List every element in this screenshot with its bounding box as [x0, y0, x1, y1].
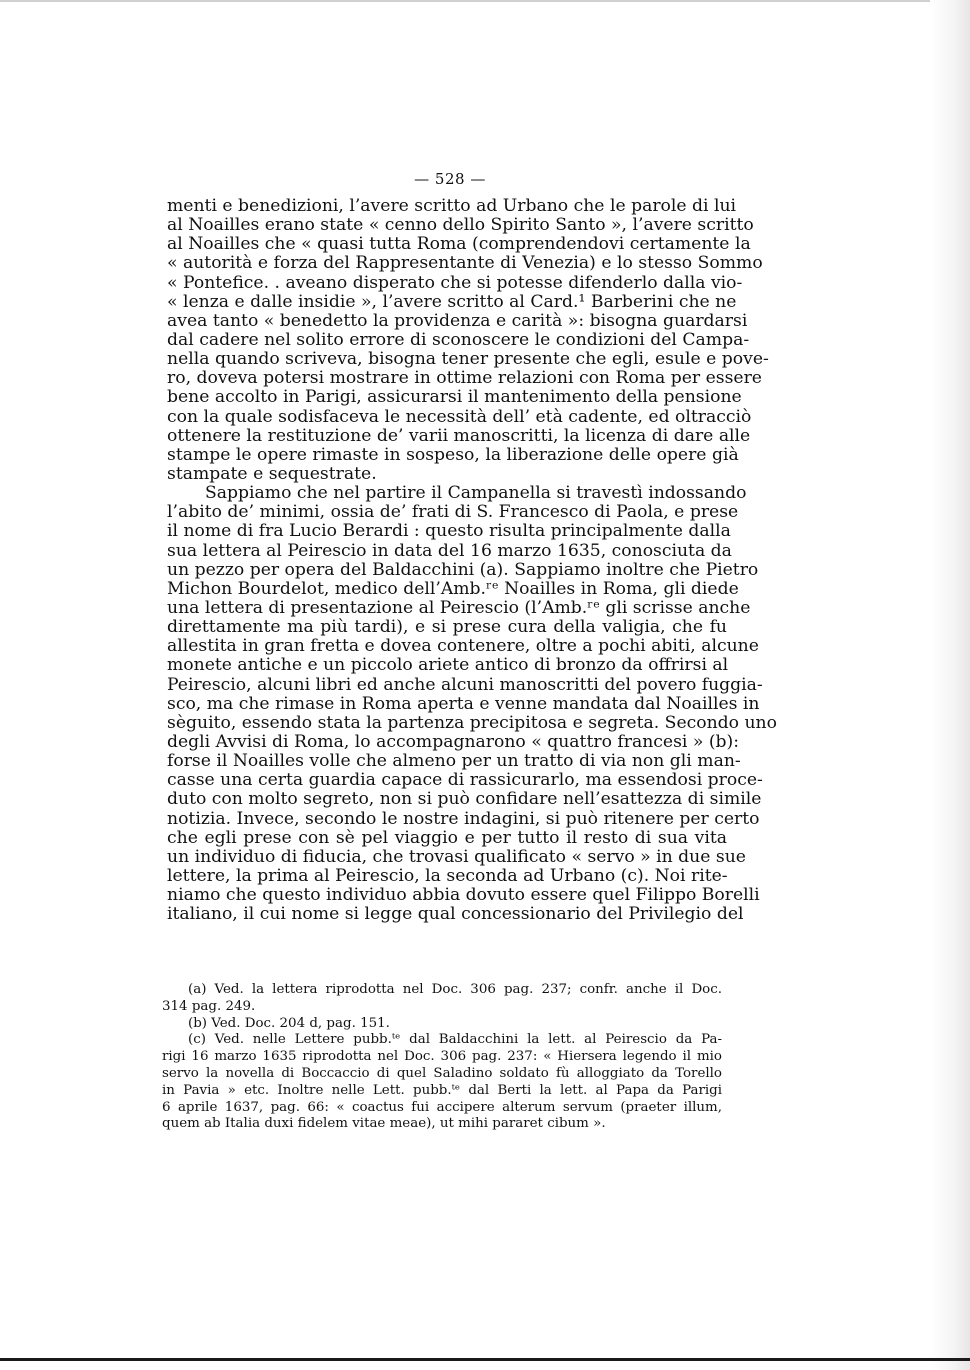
text-line: un pezzo per opera del Baldacchini (a). Sappiamo inoltre che Pietro [167, 559, 759, 580]
text-line: allestita in gran fretta e dovea contenere, oltre a pochi abiti, alcune [167, 636, 759, 657]
text-line: una lettera di presentazione al Peirescio (l’Amb.ʳᵉ gli scrisse anche [167, 597, 751, 618]
text-line: forse il Noailles volle che almeno per un tratto di via non gli man- [167, 751, 741, 772]
footnote-line: in Pavia » etc. Inoltre nelle Lett. pubb.ᵗᵉ dal Berti la lett. al Papa da Parigi [162, 1082, 722, 1098]
footnote-line: quem ab Italia duxi fidelem vitae meae), ut mihi pararet cibum ». [162, 1116, 606, 1132]
text-line: l’abito de’ minimi, ossia de’ frati di S. Francesco di Paola, e prese [167, 502, 739, 523]
bottom-edge-rule [0, 1358, 970, 1361]
text-line: « Pontefice. . aveano disperato che si potesse difenderlo dalla vio- [167, 272, 743, 293]
footnote-line: 6 aprile 1637, pag. 66: « coactus fui accipere alterum servum (praeter illum, [162, 1099, 722, 1115]
text-line: avea tanto « benedetto la providenza e carità »: bisogna guardarsi [167, 310, 748, 331]
text-line: duto con molto segreto, non si può confidare nell’esattezza di simile [167, 789, 762, 810]
text-line: lettere, la prima al Peirescio, la seconda ad Urbano (c). Noi rite- [167, 865, 728, 886]
footnote-line: (b) Ved. Doc. 204 d, pag. 151. [188, 1015, 390, 1031]
text-line: Michon Bourdelot, medico dell’Amb.ʳᵉ Noailles in Roma, gli diede [167, 578, 739, 599]
footnote-line: 314 pag. 249. [162, 998, 256, 1014]
text-line: ro, doveva potersi mostrare in ottime relazioni con Roma per essere [167, 368, 762, 389]
text-line: sco, ma che rimase in Roma aperta e venne mandata dal Noailles in [167, 693, 760, 714]
text-line: dal cadere nel solito errore di sconoscere le condizioni del Campa- [167, 329, 750, 350]
page-edge-shadow [930, 0, 970, 1370]
text-line: il nome di fra Lucio Berardi : questo risulta principalmente dalla [167, 521, 731, 542]
text-line: al Noailles che « quasi tutta Roma (comprendendovi certamente la [167, 234, 751, 255]
text-line: menti e benedizioni, l’avere scritto ad Urbano che le parole di lui [167, 196, 737, 216]
text-line: con la quale sodisfaceva le necessità dell’ età cadente, ed oltracciò [167, 406, 752, 427]
paragraph-1 [167, 196, 769, 484]
page-number: — 528 — [414, 170, 486, 188]
footnotes [162, 982, 722, 1133]
text-line: stampe le opere rimaste in sospeso, la liberazione delle opere già [167, 444, 739, 465]
text-line: notizia. Invece, secondo le nostre indagini, si può ritenere per certo [167, 808, 760, 829]
body-text [167, 196, 777, 925]
text-line: stampate e sequestrate. [167, 463, 377, 484]
footnote-c [162, 1032, 722, 1133]
text-line: casse una certa guardia capace di rassicurarlo, ma essendosi proce- [167, 770, 763, 791]
text-line: al Noailles erano state « cenno dello Spirito Santo », l’avere scritto [167, 215, 754, 236]
text-line: italiano, il cui nome si legge qual concessionario del Privilegio del [167, 904, 744, 925]
text-line: degli Avvisi di Roma, lo accompagnarono « quattro francesi » (b): [167, 731, 740, 752]
text-line: che egli prese con sè pel viaggio e per tutto il resto di sua vita [167, 827, 727, 848]
text-line: sua lettera al Peirescio in data del 16 marzo 1635, conosciuta da [167, 540, 732, 561]
text-line: monete antiche e un piccolo ariete antico di bronzo da offrirsi al [167, 655, 729, 676]
text-line: « lenza e dalle insidie », l’avere scritto al Card.¹ Barberini che ne [167, 291, 737, 312]
footnote-line: rigi 16 marzo 1635 riprodotta nel Doc. 306 pag. 237: « Hiersera legendo il mio [162, 1049, 722, 1065]
footnote-b [162, 1016, 722, 1033]
text-line: nella quando scriveva, bisogna tener presente che egli, esule e pove- [167, 349, 769, 370]
paragraph-2 [167, 483, 777, 925]
text-line: Sappiamo che nel partire il Campanella si travestì indossando [205, 483, 747, 504]
top-edge-rule [0, 0, 970, 2]
footnote-line: servo la novella di Boccaccio di quel Saladino soldato fù alloggiato da Torello [162, 1065, 722, 1081]
text-line: un individuo di fiducia, che trovasi qualificato « servo » in due sue [167, 846, 746, 867]
text-line: direttamente ma più tardi), e si prese cura della valigia, che fu [167, 617, 727, 638]
text-line: Peirescio, alcuni libri ed anche alcuni manoscritti del povero fuggia- [167, 674, 763, 695]
text-line: sèguito, essendo stata la partenza precipitosa e segreta. Secondo uno [167, 712, 777, 733]
text-line: bene accolto in Parigi, assicurarsi il mantenimento della pensione [167, 387, 742, 408]
text-line: ottenere la restituzione de’ varii manoscritti, la licenza di dare alle [167, 425, 751, 446]
footnote-line: (c) Ved. nelle Lettere pubb.ᵗᵉ dal Baldacchini la lett. al Peirescio da Pa- [188, 1032, 722, 1048]
text-line: niamo che questo individuo abbia dovuto essere quel Filippo Borelli [167, 885, 760, 906]
footnote-line: (a) Ved. la lettera riprodotta nel Doc. 306 pag. 237; confr. anche il Doc. [188, 982, 722, 997]
text-line: « autorità e forza del Rappresentante di Venezia) e lo stesso Sommo [167, 253, 763, 274]
footnote-a [162, 982, 722, 1016]
